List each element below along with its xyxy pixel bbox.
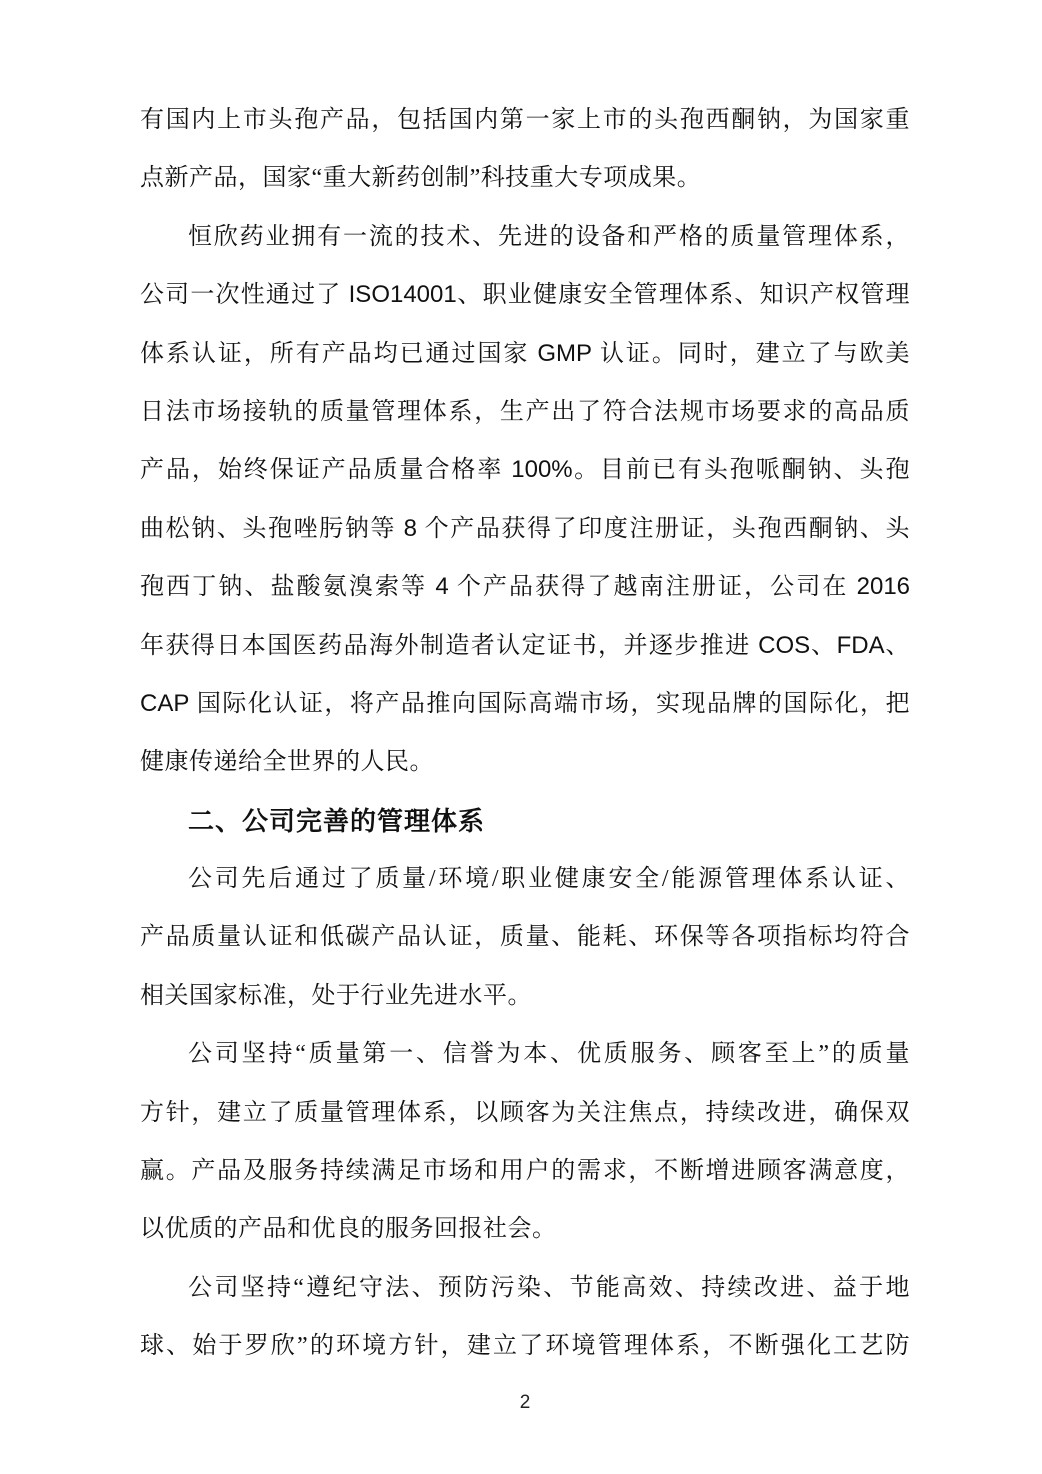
document-body: [140, 91, 910, 1376]
text-line: 曲松钠、头孢唑肟钠等 8 个产品获得了印度注册证，头孢西酮钠、头: [140, 514, 910, 542]
latin-text: FDA: [836, 631, 885, 659]
section-heading: [140, 792, 910, 850]
paragraph: [140, 208, 910, 792]
latin-text: 100%: [511, 456, 573, 484]
paragraph: [140, 850, 910, 1025]
text-line: 有国内上市头孢产品，包括国内第一家上市的头孢西酮钠，为国家重: [140, 107, 910, 133]
text-line: 健康传递给全世界的人民。: [140, 749, 434, 776]
latin-text: ISO14001: [348, 281, 457, 309]
paragraph: [140, 1259, 910, 1376]
paragraph: [140, 1025, 910, 1259]
paragraph: [140, 91, 910, 208]
text-line: 体系认证，所有产品均已通过国家 GMP 认证。同时，建立了与欧美: [140, 339, 910, 367]
page-number: 2: [519, 1392, 531, 1413]
text-line: 公司一次性通过了 ISO14001、职业健康安全管理体系、知识产权管理: [140, 281, 910, 309]
text-line: 点新产品，国家“重大新药创制”科技重大专项成果。: [140, 165, 702, 192]
text-line: 公司坚持“遵纪守法、预防污染、节能高效、持续改进、益于地: [188, 1274, 910, 1301]
text-line: 相关国家标准，处于行业先进水平。: [140, 982, 532, 1009]
latin-text: GMP: [537, 339, 593, 367]
latin-text: CAP: [140, 689, 190, 717]
latin-text: 4: [435, 573, 449, 601]
text-line: 以优质的产品和优良的服务回报社会。: [140, 1216, 557, 1243]
text-line: 赢。产品及服务持续满足市场和用户的需求，不断增进顾客满意度，: [140, 1158, 910, 1185]
text-line: 日法市场接轨的质量管理体系，生产出了符合法规市场要求的高品质: [140, 398, 910, 425]
text-line: 公司坚持“质量第一、信誉为本、优质服务、顾客至上”的质量: [188, 1041, 910, 1068]
text-line: CAP 国际化认证，将产品推向国际高端市场，实现品牌的国际化，把: [140, 689, 910, 717]
latin-text: COS: [758, 631, 811, 659]
heading-text-line: 二、公司完善的管理体系: [188, 805, 486, 836]
text-line: 产品，始终保证产品质量合格率 100%。目前已有头孢哌酮钠、头孢: [140, 456, 910, 484]
text-line: 方针，建立了质量管理体系，以顾客为关注焦点，持续改进，确保双: [140, 1099, 910, 1126]
text-line: 年获得日本国医药品海外制造者认定证书，并逐步推进 COS、FDA、: [140, 631, 910, 659]
latin-text: 8: [403, 514, 418, 542]
text-line: 恒欣药业拥有一流的技术、先进的设备和严格的质量管理体系，: [188, 223, 910, 250]
text-line: 产品质量认证和低碳产品认证，质量、能耗、环保等各项指标均符合: [140, 924, 910, 951]
text-line: 球、始于罗欣”的环境方针，建立了环境管理体系，不断强化工艺防: [140, 1333, 910, 1360]
text-line: 孢西丁钠、盐酸氨溴索等 4 个产品获得了越南注册证，公司在 2016: [140, 573, 910, 601]
latin-text: 2016: [856, 573, 910, 601]
text-line: 公司先后通过了质量/环境/职业健康安全/能源管理体系认证、: [188, 866, 910, 893]
